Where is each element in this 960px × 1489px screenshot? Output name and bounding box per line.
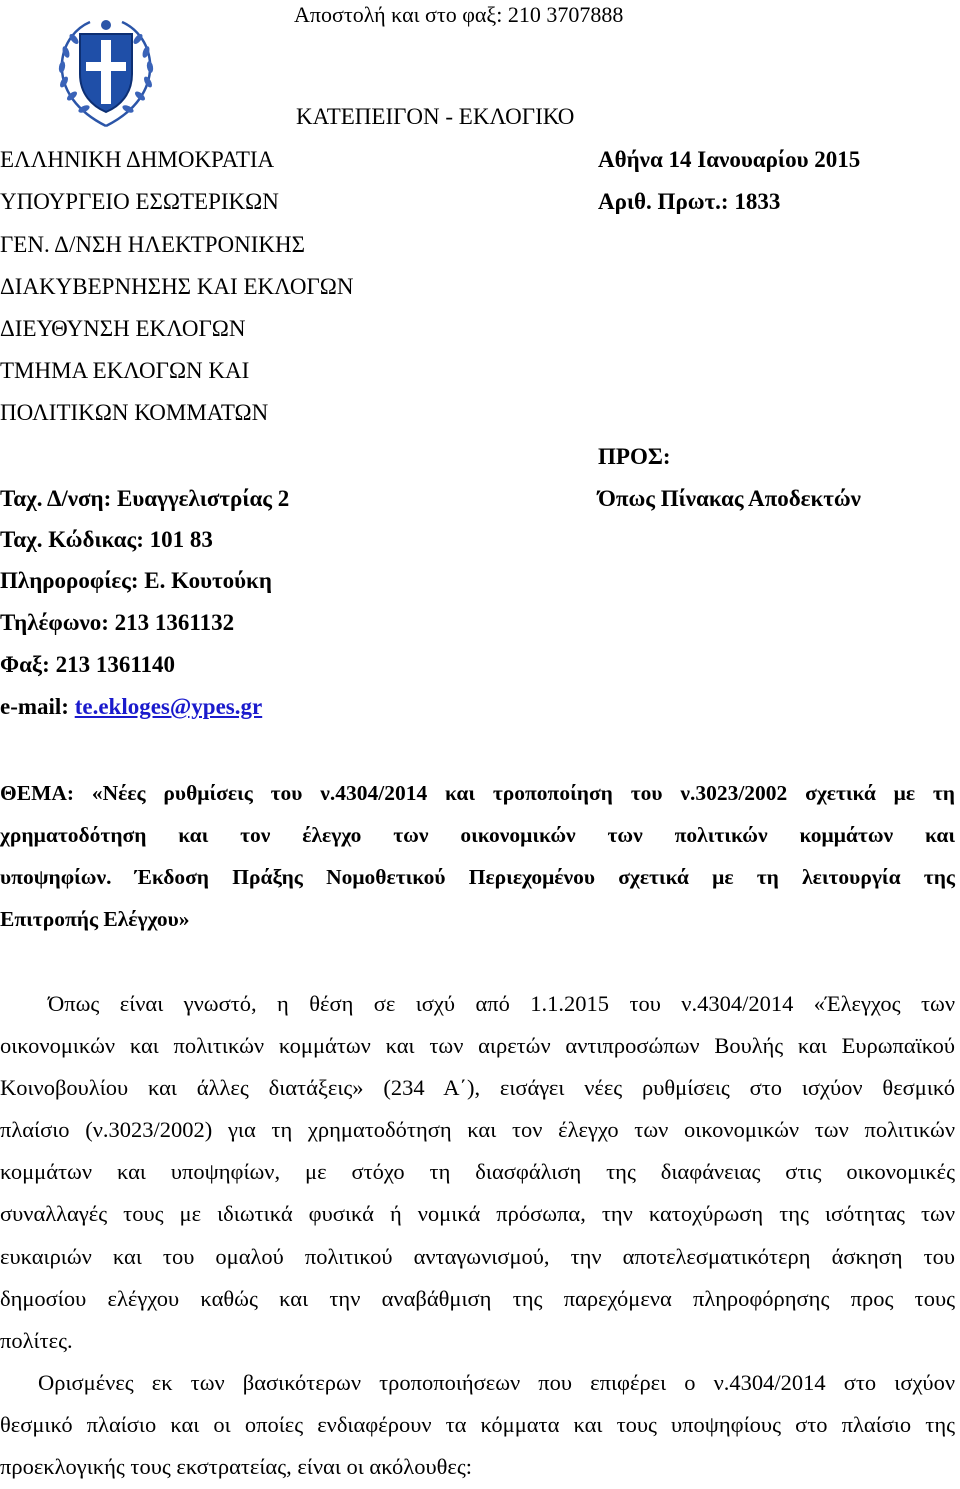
paragraph1-line-5: κομμάτων και υποψηφίων, με στόχο τη διασφάλιση της διαφάνειας στις οικονομικές (0, 1159, 955, 1185)
paragraph1-line-9: πολίτες. (0, 1327, 73, 1353)
subject-block (0, 772, 955, 940)
paragraph1-line-1: Όπως είναι γνωστό, η θέση σε ισχύ από 1.1.2015 του ν.4304/2014 «Έλεγχος των (48, 991, 955, 1016)
paragraph1-line-8: δημοσίου ελέγχου καθώς και την αναβάθμιση της παρεχόμενα πληροφόρησης προς τους (0, 1285, 955, 1311)
paragraph2-line-1: Ορισμένες εκ των βασικότερων τροποποιήσεων που επιφέρει ο ν.4304/2014 στο ισχύον (38, 1370, 955, 1395)
contact-postal: Ταχ. Κώδικας: 101 83 (0, 527, 213, 552)
paragraph2-line-3: προεκλογικής τους εκστρατείας, είναι οι ακόλουθες: (0, 1454, 472, 1480)
body-paragraph-1 (0, 983, 955, 1362)
recipient-value: Όπως Πίνακας Αποδεκτών (598, 486, 861, 511)
header-line-7: ΠΟΛΙΤΙΚΩΝ ΚΟΜΜΑΤΩΝ (0, 400, 269, 425)
contact-info: Πληροροφίες: Ε. Κουτούκη (0, 568, 272, 593)
paragraph1-line-4: πλαίσιο (ν.3023/2002) για τη χρηματοδότηση και τον έλεγχο των οικονομικών των πολιτικών (0, 1117, 955, 1143)
header-line-4: ΔΙΑΚΥΒΕΡΝΗΣΗΣ ΚΑΙ ΕΚΛΟΓΩΝ (0, 274, 354, 299)
paragraph1-line-7: ευκαιριών και του ομαλού πολιτικού ανταγωνισμού, την αποτελεσματικότερη άσκηση του (0, 1243, 955, 1269)
header-line-5: ΔΙΕΥΘΥΝΣΗ ΕΚΛΟΓΩΝ (0, 316, 246, 341)
email-link[interactable]: te.ekloges@ypes.gr (74, 694, 263, 719)
paragraph1-line-3: Κοινοβουλίου και άλλες διατάξεις» (234 Α΄), εισάγει νέες ρυθμίσεις στο ισχύον θεσμικό (0, 1075, 955, 1101)
subject-line-3: υποψηφίων. Έκδοση Πράξης Νομοθετικού Περιεχομένου σχετικά με τη λειτουργία της (0, 865, 955, 889)
header-line-3: ΓΕΝ. Δ/ΝΣΗ ΗΛΕΚΤΡΟΝΙΚΗΣ (0, 232, 305, 257)
subject-line-1: ΘΕΜΑ: «Νέες ρυθμίσεις του ν.4304/2014 και τροποποίηση του ν.3023/2002 σχετικά με τη (0, 781, 955, 805)
protocol-line: Αριθ. Πρωτ.: 1833 (598, 189, 781, 214)
body-paragraph-2 (0, 1362, 955, 1488)
urgent-title: ΚΑΤΕΠΕΙΓΟΝ - ΕΚΛΟΓΙΚΟ (296, 104, 575, 129)
recipient-label: ΠΡΟΣ: (598, 444, 671, 469)
paragraph1-line-2: οικονομικών και πολιτικών κομμάτων και των αιρετών αντιπροσώπων Βουλής και Ευρωπαϊκού (0, 1033, 955, 1059)
paragraph1-line-6: συναλλαγές τους με ιδιωτικά φυσικά ή νομικά πρόσωπα, την κατοχύρωση της ισότητας των (0, 1201, 955, 1227)
contact-phone: Τηλέφωνο: 213 1361132 (0, 610, 235, 635)
contact-email-row (0, 695, 262, 718)
date-line: Αθήνα 14 Ιανουαρίου 2015 (598, 147, 861, 172)
header-line-6: ΤΜΗΜΑ ΕΚΛΟΓΩΝ ΚΑΙ (0, 358, 250, 383)
greek-coat-of-arms-emblem (50, 12, 162, 130)
email-label: e-mail: (0, 694, 75, 719)
contact-fax: Φαξ: 213 1361140 (0, 652, 176, 677)
fax-line: Αποστολή και στο φαξ: 210 3707888 (294, 2, 624, 27)
contact-address: Ταχ. Δ/νση: Ευαγγελιστρίας 2 (0, 486, 290, 511)
subject-line-2: χρηματοδότηση και τον έλεγχο των οικονομικών των πολιτικών κομμάτων και (0, 823, 955, 847)
subject-line-4: Επιτροπής Ελέγχου» (0, 907, 190, 931)
header-line-1: ΕΛΛΗΝΙΚΗ ΔΗΜΟΚΡΑΤΙΑ (0, 147, 275, 172)
paragraph2-line-2: θεσμικό πλαίσιο και οι οποίες ενδιαφέρουν τα κόμματα και τους υποψηφίους στο πλαίσιο της (0, 1412, 955, 1438)
header-line-2: ΥΠΟΥΡΓΕΙΟ ΕΣΩΤΕΡΙΚΩΝ (0, 189, 279, 214)
